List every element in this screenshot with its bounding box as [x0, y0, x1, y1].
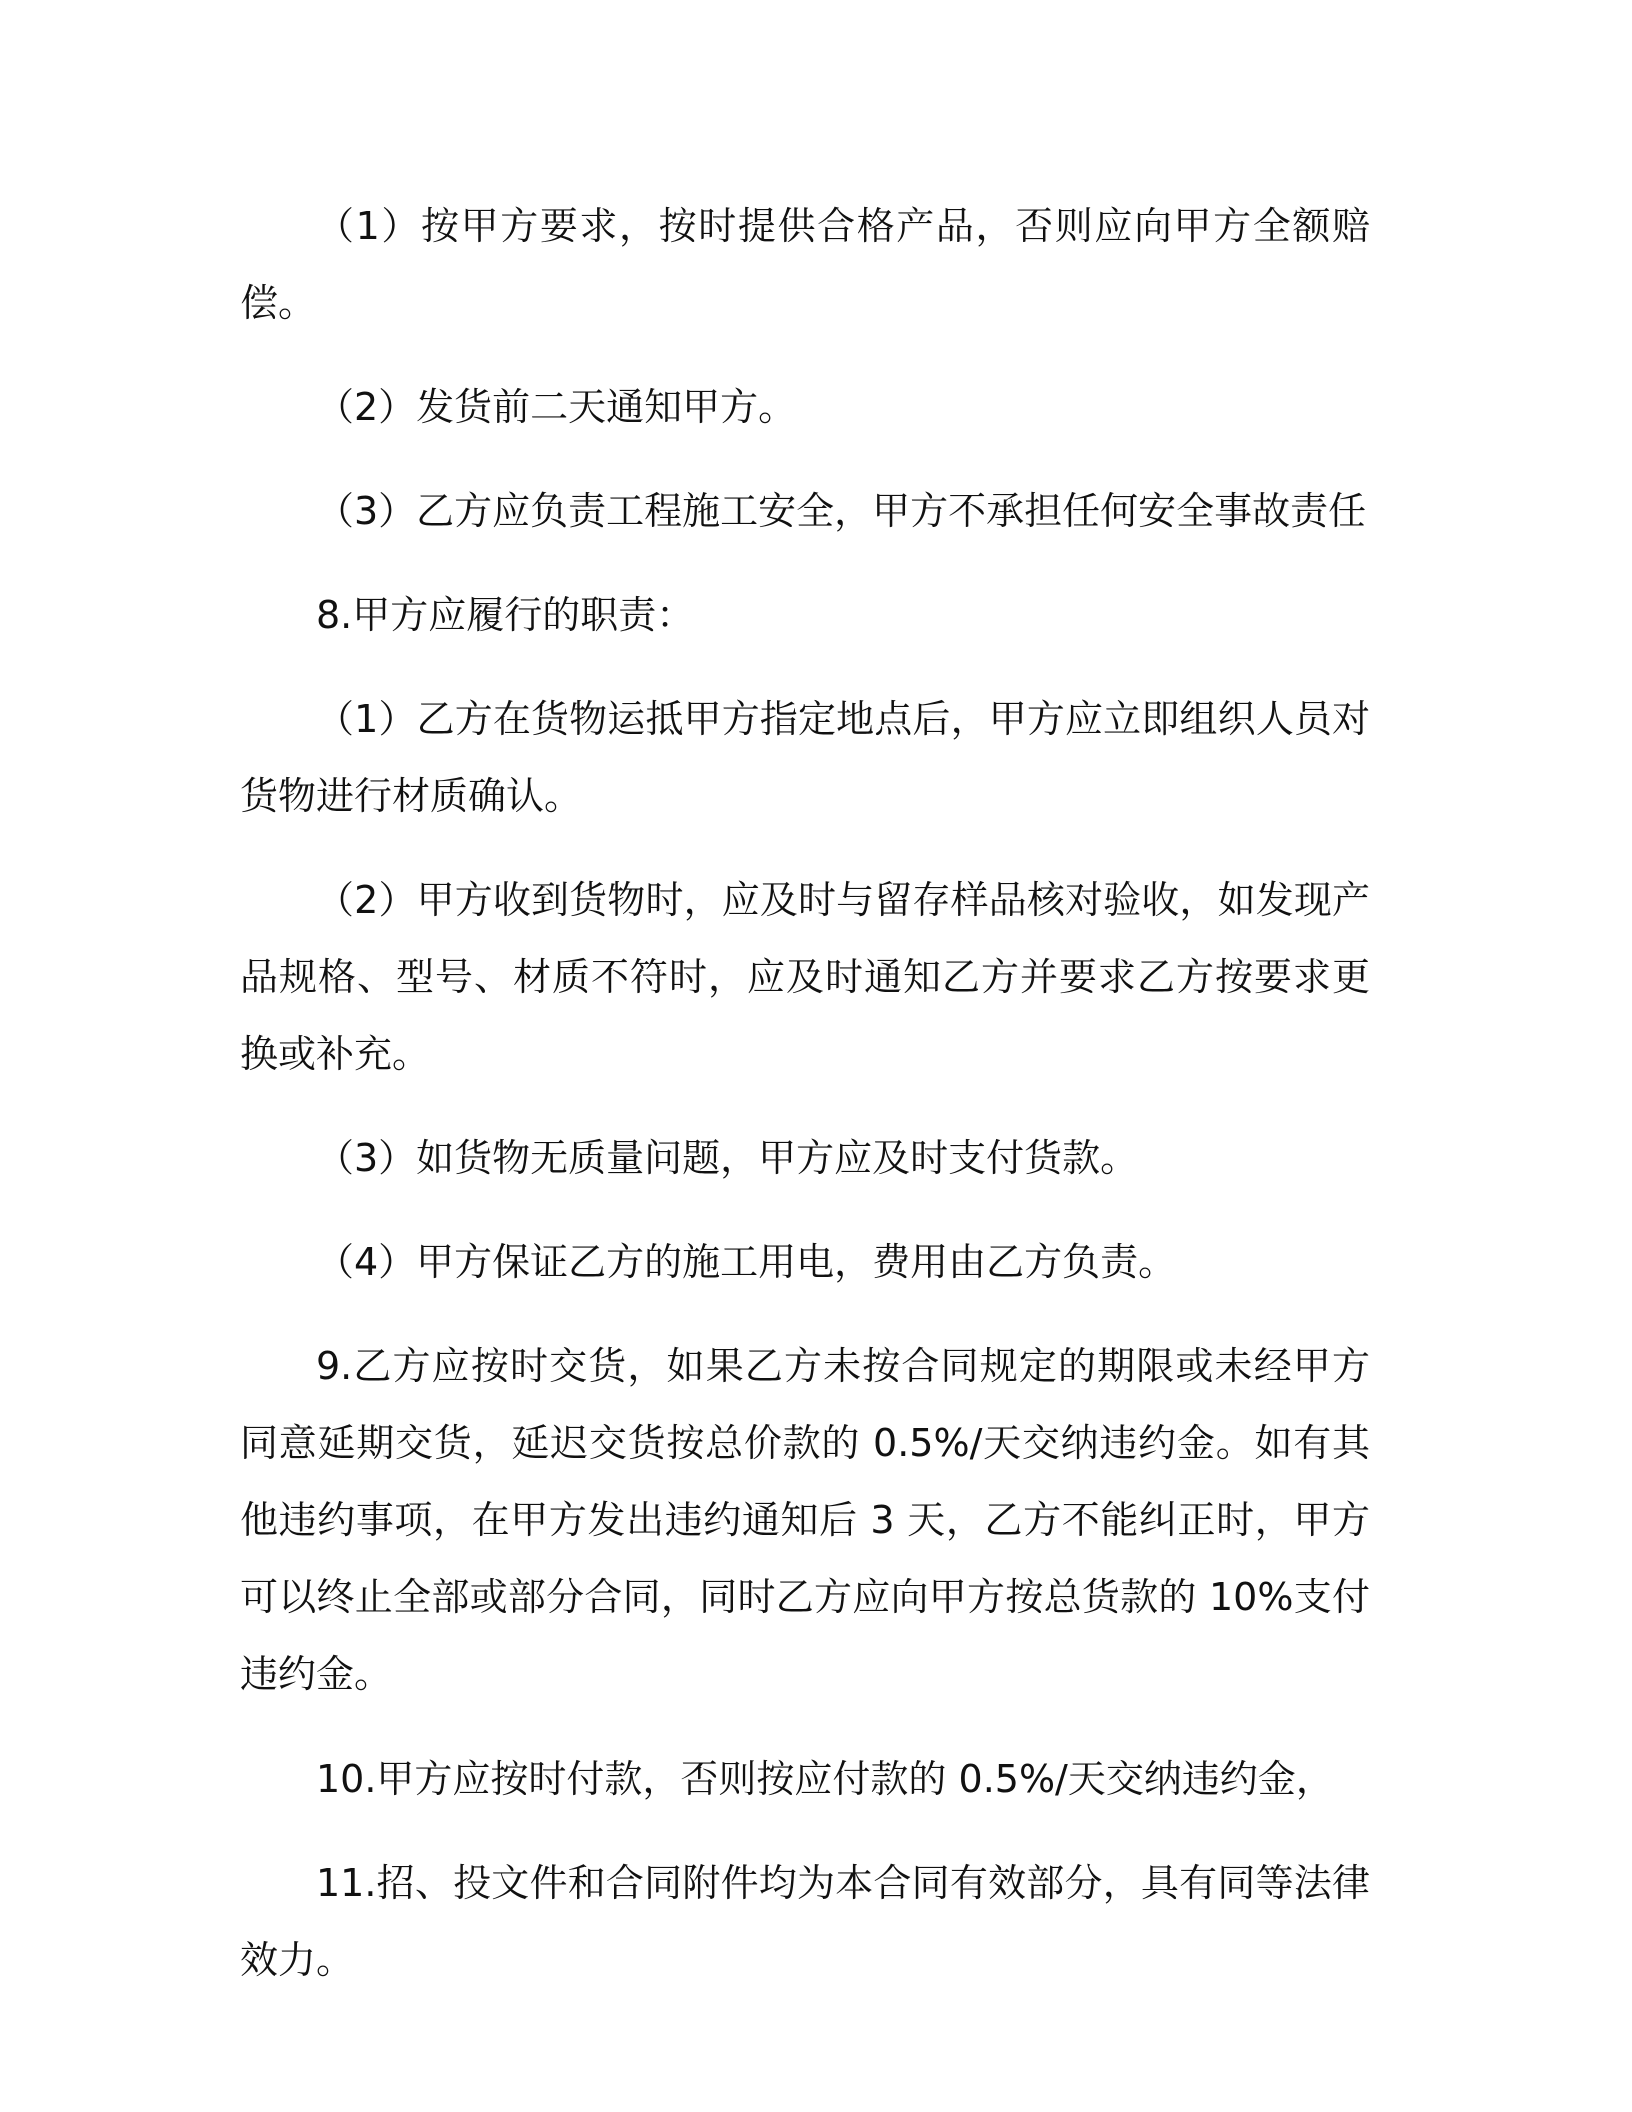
- paragraph-7-3: （3）乙方应负责工程施工安全，甲方不承担任何安全事故责任: [316, 489, 1367, 533]
- paragraph-8-2: （2）甲方收到货物时，应及时与留存样品核对验收，如发现产品规格、型号、材质不符时，应及时通知乙方并要求乙方按要求更换或补充。: [240, 878, 1370, 1076]
- paragraph-7-1: （1）按甲方要求，按时提供合格产品，否则应向甲方全额赔偿。: [240, 204, 1370, 325]
- paragraph-9: 9.乙方应按时交货，如果乙方未按合同规定的期限或未经甲方同意延期交货，延迟交货按总价款的 0.5%/天交纳违约金。如有其他违约事项，在甲方发出违约通知后 3 天，乙方不能纠正时，甲方可以终止全部或部分合同，同时乙方应向甲方按总货款的 10%支付违约金。: [240, 1344, 1370, 1696]
- paragraph-8-heading: 8.甲方应履行的职责：: [316, 593, 695, 637]
- paragraph-8-4: （4）甲方保证乙方的施工用电，费用由乙方负责。: [316, 1240, 1177, 1284]
- paragraph-8-1: （1）乙方在货物运抵甲方指定地点后，甲方应立即组织人员对货物进行材质确认。: [240, 697, 1370, 818]
- paragraph-8-3: （3）如货物无质量问题，甲方应及时支付货款。: [316, 1136, 1139, 1180]
- document-body: [240, 188, 1370, 1999]
- paragraph-11: 11.招、投文件和合同附件均为本合同有效部分，具有同等法律效力。: [240, 1861, 1370, 1982]
- paragraph-10: 10.甲方应按时付款，否则按应付款的 0.5%/天交纳违约金，: [316, 1757, 1334, 1801]
- paragraph-7-2: （2）发货前二天通知甲方。: [316, 385, 797, 429]
